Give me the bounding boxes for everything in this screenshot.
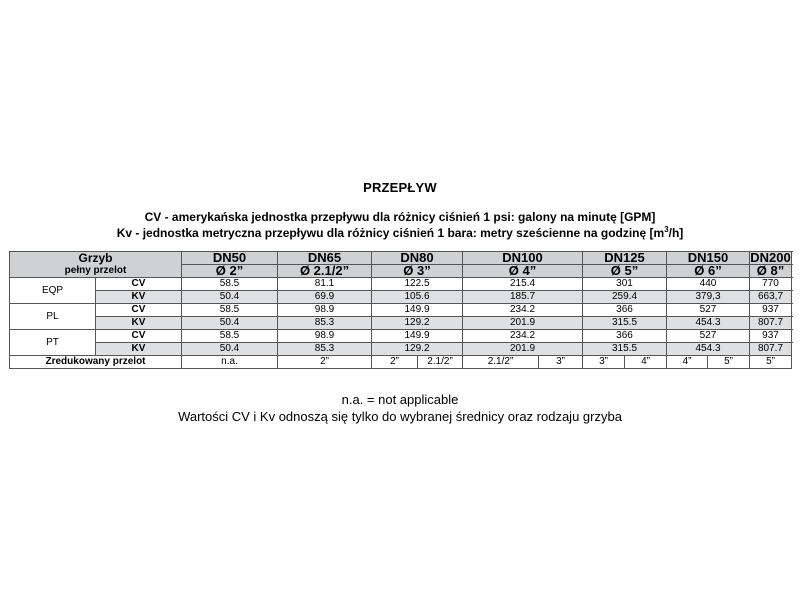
header-row-diameter bbox=[10, 265, 792, 278]
header-dn100: DN100 bbox=[463, 252, 583, 265]
cell-value: 937 bbox=[750, 304, 792, 317]
cell-value: 807.7 bbox=[750, 317, 792, 330]
cell-value: 234.2 bbox=[463, 330, 583, 343]
cell-value: 454.3 bbox=[667, 317, 750, 330]
header-dn50: DN50 bbox=[182, 252, 278, 265]
table-row bbox=[10, 343, 792, 356]
header-diameter-dn80: Ø 3” bbox=[372, 265, 463, 278]
cell-value: 770 bbox=[750, 278, 792, 291]
cell-value: 2” bbox=[372, 356, 418, 369]
row-label-kv: KV bbox=[96, 291, 182, 304]
header-dn65: DN65 bbox=[278, 252, 372, 265]
cell-value: 663,7 bbox=[750, 291, 792, 304]
kv-definition-superscript: 3 bbox=[664, 225, 669, 234]
cell-value: 3” bbox=[539, 356, 583, 369]
row-label-kv: KV bbox=[96, 343, 182, 356]
cell-value: 129.2 bbox=[372, 317, 463, 330]
cell-value: 2.1/2” bbox=[418, 356, 463, 369]
cell-value: 81.1 bbox=[278, 278, 372, 291]
cell-value: 85.3 bbox=[278, 343, 372, 356]
header-dn125: DN125 bbox=[583, 252, 667, 265]
cell-value: 69.9 bbox=[278, 291, 372, 304]
reduced-label: Zredukowany przelot bbox=[10, 356, 182, 369]
header-diameter-dn100: Ø 4” bbox=[463, 265, 583, 278]
group-name-pl: PL bbox=[10, 304, 96, 330]
footnote: n.a. = not applicable bbox=[341, 392, 459, 407]
cell-value: 215.4 bbox=[463, 278, 583, 291]
header-diameter-dn150: Ø 6” bbox=[667, 265, 750, 278]
cell-value: 98.9 bbox=[278, 330, 372, 343]
cell-value: 50.4 bbox=[182, 291, 278, 304]
cell-value: 454.3 bbox=[667, 343, 750, 356]
cell-value: 2” bbox=[278, 356, 372, 369]
cell-value: 4” bbox=[667, 356, 708, 369]
flow-table bbox=[9, 251, 792, 369]
row-label-cv: CV bbox=[96, 304, 182, 317]
cell-value: 4” bbox=[625, 356, 667, 369]
cell-value: 527 bbox=[667, 330, 750, 343]
cell-value: 366 bbox=[583, 330, 667, 343]
note: Wartości CV i Kv odnoszą się tylko do wybranej średnicy oraz rodzaju grzyba bbox=[178, 409, 622, 424]
cell-value: 937 bbox=[750, 330, 792, 343]
cell-value: 185.7 bbox=[463, 291, 583, 304]
cell-value: 301 bbox=[583, 278, 667, 291]
cell-value: 234.2 bbox=[463, 304, 583, 317]
cell-value: 3” bbox=[583, 356, 625, 369]
cell-value: 58.5 bbox=[182, 278, 278, 291]
cell-value: 259.4 bbox=[583, 291, 667, 304]
header-row-dn bbox=[10, 252, 792, 265]
table-row bbox=[10, 278, 792, 291]
table-row-reduced bbox=[10, 356, 792, 369]
cell-value: 50.4 bbox=[182, 343, 278, 356]
table-row bbox=[10, 330, 792, 343]
cell-value: 2.1/2” bbox=[463, 356, 539, 369]
cell-value: 201.9 bbox=[463, 317, 583, 330]
kv-definition-end: /h] bbox=[668, 226, 684, 240]
header-przelot: pełny przelot bbox=[10, 265, 182, 278]
cell-value: 315.5 bbox=[583, 317, 667, 330]
cell-value: 366 bbox=[583, 304, 667, 317]
header-grzyb: Grzyb bbox=[10, 252, 182, 265]
cell-value: 58.5 bbox=[182, 330, 278, 343]
header-dn80: DN80 bbox=[372, 252, 463, 265]
header-diameter-dn200: Ø 8” bbox=[750, 265, 792, 278]
cell-value: 5” bbox=[708, 356, 750, 369]
cell-value: 129.2 bbox=[372, 343, 463, 356]
table-row bbox=[10, 317, 792, 330]
header-dn150: DN150 bbox=[667, 252, 750, 265]
cell-value: 122.5 bbox=[372, 278, 463, 291]
cell-value: 105.6 bbox=[372, 291, 463, 304]
header-diameter-dn125: Ø 5” bbox=[583, 265, 667, 278]
cell-value: 58.5 bbox=[182, 304, 278, 317]
cell-value: 379,3 bbox=[667, 291, 750, 304]
cell-value: 440 bbox=[667, 278, 750, 291]
page-title: PRZEPŁYW bbox=[363, 180, 437, 195]
header-diameter-dn65: Ø 2.1/2” bbox=[278, 265, 372, 278]
kv-definition bbox=[0, 226, 800, 240]
cell-value: 149.9 bbox=[372, 304, 463, 317]
group-name-pt: PT bbox=[10, 330, 96, 356]
row-label-cv: CV bbox=[96, 278, 182, 291]
group-name-eqp: EQP bbox=[10, 278, 96, 304]
table-row bbox=[10, 304, 792, 317]
row-label-cv: CV bbox=[96, 330, 182, 343]
cell-value: 98.9 bbox=[278, 304, 372, 317]
header-diameter-dn50: Ø 2” bbox=[182, 265, 278, 278]
cell-value: 50.4 bbox=[182, 317, 278, 330]
cell-value: 85.3 bbox=[278, 317, 372, 330]
table-row bbox=[10, 291, 792, 304]
row-label-kv: KV bbox=[96, 317, 182, 330]
cell-value: 149.9 bbox=[372, 330, 463, 343]
header-dn200: DN200 bbox=[750, 251, 791, 265]
cell-value: 527 bbox=[667, 304, 750, 317]
cell-value: 201.9 bbox=[463, 343, 583, 356]
cell-value: 5” bbox=[750, 356, 792, 369]
cell-value: n.a. bbox=[182, 356, 278, 369]
cv-definition: CV - amerykańska jednostka przepływu dla różnicy ciśnień 1 psi: galony na minutę [GPM] bbox=[144, 210, 656, 224]
cell-value: 807.7 bbox=[750, 343, 792, 356]
kv-definition-text: Kv - jednostka metryczna przepływu dla różnicy ciśnień 1 bara: metry sześcienne na godzinę [m bbox=[116, 226, 665, 240]
cell-value: 315.5 bbox=[583, 343, 667, 356]
